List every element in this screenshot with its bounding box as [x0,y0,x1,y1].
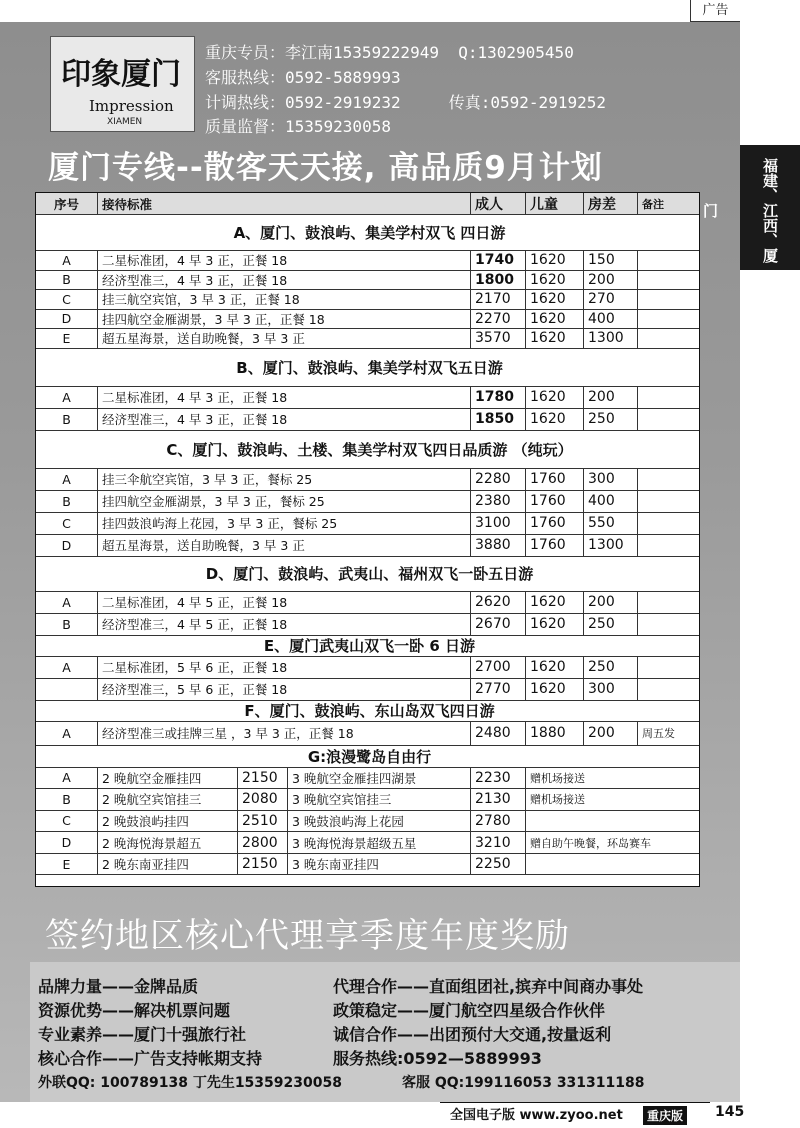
logo [50,36,195,132]
row-index: A [36,387,98,408]
row-2night-package: 2 晚东南亚挂四 [98,854,238,875]
row-index: C [36,811,98,832]
row-child-price: 1620 [526,387,584,408]
section-heading [36,557,699,592]
logo-en: Impression [89,97,174,115]
row-standard: 经济型准三，5 早 6 正，正餐 18 [98,679,471,700]
row-3night-package: 3 晚东南亚挂四 [288,854,471,875]
table-row [36,811,699,833]
row-standard: 二星标准团，5 早 6 正，正餐 18 [98,657,471,678]
row-standard: 二星标准团，4 早 3 正，正餐 18 [98,251,471,270]
row-index: A [36,722,98,745]
section-title: B、厦门、鼓浪屿、集美学村双飞五日游 [236,358,503,377]
row-index [36,679,98,700]
table-row [36,310,699,330]
side-region-tab[interactable]: 福建、江西、厦门 [740,145,800,270]
row-2night-price: 2080 [238,789,288,810]
row-index: B [36,409,98,430]
row-child-price: 1620 [526,657,584,678]
row-3night-price: 2230 [471,768,526,789]
table-row [36,271,699,291]
section-title: E、厦门武夷山双飞一卧 6 日游 [263,637,476,655]
row-2night-price: 2510 [238,811,288,832]
table-row [36,409,699,431]
row-standard: 经济型准三或挂牌三星 ，3 早 3 正，正餐 18 [98,722,471,745]
logo-sub: XIAMEN [107,117,143,127]
page-title: 厦门专线--散客天天接, 高品质9月计划 [48,150,603,186]
row-child-price: 1620 [526,290,584,309]
section-heading [36,431,699,469]
table-row [36,614,699,636]
row-note [638,614,699,635]
row-index: E [36,329,98,348]
promo-left-2: 资源优势——解决机票问题 [38,1001,231,1020]
page-number: 145 [715,1104,745,1120]
promo-left-4: 核心合作——广告支持帐期支持 [38,1049,263,1068]
row-note [638,251,699,270]
row-single-supplement: 200 [584,387,638,408]
promo-qq-1: 外联QQ: 100789138 丁先生15359230058 [38,1075,342,1091]
row-adult-price: 2620 [471,592,526,613]
contact-line-2: 客服热线：0592-5889993 [205,68,401,87]
row-note: 周五发 [642,727,675,740]
row-index: E [36,854,98,875]
table-row [36,722,699,746]
contact-line-1: 重庆专员：李江南15359222949 Q:1302905450 [205,43,574,62]
row-single-supplement: 200 [584,271,638,290]
promo-right-4: 服务热线:0592—5889993 [333,1049,542,1068]
table-row [36,251,699,271]
footer-divider [440,1102,710,1103]
row-single-supplement: 150 [584,251,638,270]
row-2night-price: 2150 [238,854,288,875]
row-standard: 超五星海景，送自助晚餐，3 早 3 正 [98,329,471,348]
table-row [36,329,699,349]
promo-left-1: 品牌力量——金牌品质 [38,977,199,996]
row-index: D [36,535,98,556]
row-note [638,679,699,700]
row-note [638,387,699,408]
row-adult-price: 2480 [471,722,526,745]
row-single-supplement: 1300 [584,535,638,556]
promo-right-1: 代理合作——直面组团社,摈弃中间商办事处 [333,977,644,996]
row-adult-price: 1780 [471,387,526,408]
section-heading [36,636,699,657]
row-index: B [36,491,98,512]
row-3night-package: 3 晚鼓浪屿海上花园 [288,811,471,832]
row-child-price: 1620 [526,251,584,270]
row-index: B [36,614,98,635]
row-standard: 经济型准三，4 早 3 正，正餐 18 [98,409,471,430]
promo-qq-2: 客服 QQ:199116053 331311188 [402,1075,645,1091]
row-child-price: 1620 [526,271,584,290]
header-single: 房差 [584,193,638,214]
table-row [36,592,699,614]
row-note [526,854,699,875]
row-single-supplement: 300 [584,679,638,700]
row-adult-price: 2670 [471,614,526,635]
row-single-supplement: 250 [584,657,638,678]
row-2night-price: 2150 [238,768,288,789]
table-row [36,535,699,557]
row-note [638,592,699,613]
row-single-supplement: 250 [584,409,638,430]
row-single-supplement: 1300 [584,329,638,348]
table-row [36,469,699,491]
row-standard: 经济型准三，4 早 5 正，正餐 18 [98,614,471,635]
row-note [638,491,699,512]
row-3night-price: 2130 [471,789,526,810]
row-standard: 二星标准团，4 早 5 正，正餐 18 [98,592,471,613]
row-index: A [36,657,98,678]
header-adult: 成人 [471,193,526,214]
row-index: B [36,271,98,290]
table-row [36,513,699,535]
row-note: 赠机场接送 [530,793,585,807]
contact-line-4: 质量监督：15359230058 [205,117,391,136]
table-row [36,387,699,409]
row-index: A [36,251,98,270]
row-standard: 挂四航空金雁湖景，3 早 3 正，餐标 25 [98,491,471,512]
footer-text[interactable]: 全国电子版 www.zyoo.net [450,1108,623,1123]
row-2night-package: 2 晚航空金雁挂四 [98,768,238,789]
row-adult-price: 1800 [471,271,526,290]
row-index: A [36,469,98,490]
section-heading [36,349,699,387]
row-standard: 挂三伞航空宾馆，3 早 3 正，餐标 25 [98,469,471,490]
row-adult-price: 2170 [471,290,526,309]
header-idx: 序号 [36,193,98,214]
table-row [36,491,699,513]
row-3night-package: 3 晚航空金雁挂四湖景 [288,768,471,789]
row-standard: 挂四航空金雁湖景，3 早 3 正，正餐 18 [98,310,471,329]
table-row [36,657,699,679]
row-single-supplement: 200 [584,592,638,613]
header [45,32,735,142]
table-row [36,832,699,854]
section-heading [36,746,699,768]
row-child-price: 1760 [526,535,584,556]
row-note [638,290,699,309]
section-title: C、厦门、鼓浪屿、土楼、集美学村双飞四日品质游 （纯玩） [166,440,573,459]
row-3night-price: 3210 [471,832,526,853]
row-note [638,310,699,329]
row-single-supplement: 550 [584,513,638,534]
footer-edition-tag: 重庆版 [643,1106,687,1125]
slogan: 签约地区核心代理享季度年度奖励 [45,916,570,956]
row-child-price: 1760 [526,469,584,490]
row-note [638,329,699,348]
row-adult-price: 2380 [471,491,526,512]
row-note: 赠自助午晚餐，环岛赛车 [530,836,651,850]
logo-cn: 印象厦门 [61,57,181,92]
row-3night-package: 3 晚航空宾馆挂三 [288,789,471,810]
row-standard: 挂三航空宾馆，3 早 3 正，正餐 18 [98,290,471,309]
row-index: C [36,513,98,534]
ad-tag: 广告 [690,0,740,22]
row-3night-package: 3 晚海悦海景超级五星 [288,832,471,853]
row-child-price: 1760 [526,491,584,512]
row-single-supplement: 400 [584,310,638,329]
row-note [638,271,699,290]
row-single-supplement: 300 [584,469,638,490]
row-3night-price: 2250 [471,854,526,875]
row-adult-price: 1740 [471,251,526,270]
promo-box [30,962,740,1102]
table-header-row [36,193,699,215]
row-note [638,657,699,678]
row-2night-price: 2800 [238,832,288,853]
row-child-price: 1880 [526,722,584,745]
row-adult-price: 3570 [471,329,526,348]
row-standard: 二星标准团，4 早 3 正，正餐 18 [98,387,471,408]
row-index: D [36,310,98,329]
row-standard: 经济型准三，4 早 3 正，正餐 18 [98,271,471,290]
row-note [638,535,699,556]
row-adult-price: 3100 [471,513,526,534]
row-index: A [36,592,98,613]
table-row [36,854,699,876]
row-single-supplement: 270 [584,290,638,309]
table-row [36,290,699,310]
price-table [35,192,700,887]
promo-left-3: 专业素养——厦门十强旅行社 [38,1025,247,1044]
row-adult-price: 1850 [471,409,526,430]
row-child-price: 1620 [526,329,584,348]
row-child-price: 1620 [526,679,584,700]
header-std: 接待标准 [98,193,471,214]
row-note [638,409,699,430]
section-title: D、厦门、鼓浪屿、武夷山、福州双飞一卧五日游 [205,565,534,583]
row-standard: 挂四鼓浪屿海上花园，3 早 3 正，餐标 25 [98,513,471,534]
header-child: 儿童 [526,193,584,214]
section-heading [36,215,699,251]
row-note [526,811,699,832]
row-note [638,513,699,534]
row-child-price: 1620 [526,310,584,329]
section-title: G:浪漫鹭岛自由行 [307,747,432,766]
section-heading [36,701,699,722]
section-title: F、厦门、鼓浪屿、东山岛双飞四日游 [244,702,495,720]
row-3night-price: 2780 [471,811,526,832]
promo-right-2: 政策稳定——厦门航空四星级合作伙伴 [333,1001,606,1020]
row-note: 赠机场接送 [530,771,585,785]
row-index: B [36,789,98,810]
section-title: A、厦门、鼓浪屿、集美学村双飞 四日游 [233,224,506,242]
table-row [36,789,699,811]
table-row [36,679,699,701]
row-single-supplement: 250 [584,614,638,635]
row-2night-package: 2 晚航空宾馆挂三 [98,789,238,810]
row-single-supplement: 200 [584,722,638,745]
row-adult-price: 2700 [471,657,526,678]
row-child-price: 1620 [526,614,584,635]
row-index: A [36,768,98,789]
contact-line-3: 计调热线：0592-2919232 传真:0592-2919252 [205,93,606,112]
row-standard: 超五星海景，送自助晚餐，3 早 3 正 [98,535,471,556]
row-adult-price: 3880 [471,535,526,556]
row-child-price: 1620 [526,592,584,613]
header-note: 备注 [642,197,664,211]
row-child-price: 1620 [526,409,584,430]
row-single-supplement: 400 [584,491,638,512]
row-adult-price: 2270 [471,310,526,329]
row-2night-package: 2 晚鼓浪屿挂四 [98,811,238,832]
row-note [638,469,699,490]
row-adult-price: 2280 [471,469,526,490]
row-adult-price: 2770 [471,679,526,700]
promo-right-3: 诚信合作——出团预付大交通,按量返利 [333,1025,612,1044]
row-2night-package: 2 晚海悦海景超五 [98,832,238,853]
row-index: C [36,290,98,309]
table-row [36,768,699,790]
row-index: D [36,832,98,853]
row-child-price: 1760 [526,513,584,534]
